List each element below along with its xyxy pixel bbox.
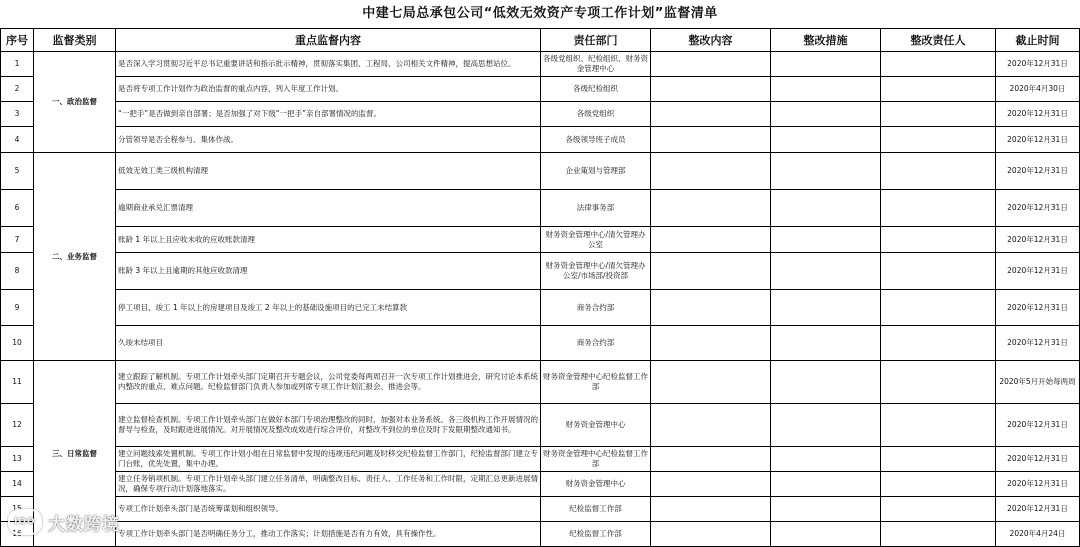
- row-rectify-measures: [771, 497, 881, 522]
- row-rectify-measures: [771, 77, 881, 102]
- category-political: 一、政治监督: [34, 52, 116, 153]
- row-content: 是否将专项工作计划作为政治监督的重点内容，列入年度工作计划。: [116, 77, 541, 102]
- row-content: 建立监督检查机制。专项工作计划牵头部门在做好本部门专项治理整改的同时，加强对本业务系统、各三级机构工作开展情况的督导与检查，及时跟进进展情况。对开展情况及整改成效进行综合评价，对整改不到位的单位及时下发限期整改通知书。: [116, 404, 541, 447]
- table-row: [1, 190, 1080, 227]
- row-deadline: 2020年4月30日: [996, 77, 1080, 102]
- row-content: 建立问题线索处置机制。专项工作计划小组在日常监督中发现的违规违纪问题及时移交纪检监督工作部门，纪检监督部门建立专门台账，优先处置，集中办理。: [116, 447, 541, 472]
- table-row: [1, 404, 1080, 447]
- row-deadline: 2020年12月31日: [996, 52, 1080, 77]
- row-dept: 商务合约部: [541, 326, 651, 361]
- header-seq: 序号: [1, 29, 34, 52]
- row-rectify-measures: [771, 153, 881, 190]
- row-rectify-content: [651, 77, 771, 102]
- row-rectify-content: [651, 497, 771, 522]
- row-content: 账龄 3 年以上且逾期的其他应收款清理: [116, 253, 541, 290]
- row-content: 建立跟踪了解机制。专项工作计划牵头部门定期召开专题会议，公司党委每两周召开一次专项工作计划推进会，研究讨论本系统内整改的重点、难点问题。纪检监督部门负责人参加或列席专项工作计划汇报会、推进会等。: [116, 361, 541, 404]
- row-deadline: 2020年4月24日: [996, 522, 1080, 547]
- row-rectify-content: [651, 447, 771, 472]
- watermark: [8, 507, 120, 537]
- row-seq: 14: [1, 472, 34, 497]
- row-dept: 各级党组织: [541, 102, 651, 127]
- row-dept: 法律事务部: [541, 190, 651, 227]
- table-row: [1, 326, 1080, 361]
- supervision-table: [0, 28, 1080, 547]
- row-seq: 15: [1, 497, 34, 522]
- row-deadline: 2020年12月31日: [996, 102, 1080, 127]
- row-content: 低效无效工类三级机构清理: [116, 153, 541, 190]
- header-row: [1, 29, 1080, 52]
- row-rectify-person: [881, 290, 996, 326]
- row-deadline: 2020年5月开始每两周: [996, 361, 1080, 404]
- row-seq: 9: [1, 290, 34, 326]
- row-rectify-measures: [771, 326, 881, 361]
- category-daily: 三、日常监督: [34, 361, 116, 547]
- row-rectify-measures: [771, 190, 881, 227]
- row-rectify-measures: [771, 227, 881, 253]
- row-rectify-content: [651, 326, 771, 361]
- table-row: [1, 472, 1080, 497]
- row-rectify-person: [881, 227, 996, 253]
- table-row: [1, 227, 1080, 253]
- row-rectify-person: [881, 153, 996, 190]
- row-dept: 财务资金管理中心/清欠管理办公室/市场部/投资部: [541, 253, 651, 290]
- row-content: 停工项目、竣工 1 年以上的房建项目及竣工 2 年以上的基础设施项目的已完工未结算款: [116, 290, 541, 326]
- watermark-text: 大数跨境: [48, 514, 120, 535]
- row-rectify-person: [881, 472, 996, 497]
- row-dept: 各级党组织、纪检组织、财务资金管理中心: [541, 52, 651, 77]
- row-rectify-person: [881, 127, 996, 153]
- row-rectify-content: [651, 153, 771, 190]
- header-deadline: 截止时间: [996, 29, 1080, 52]
- table-row: [1, 290, 1080, 326]
- header-content: 重点监督内容: [116, 29, 541, 52]
- row-content: 逾期商业承兑汇票清理: [116, 190, 541, 227]
- row-rectify-measures: [771, 290, 881, 326]
- page-title: 中建七局总承包公司“低效无效资产专项工作计划”监督清单: [362, 6, 718, 21]
- row-dept: 纪检监督工作部: [541, 497, 651, 522]
- header-rectify-measures: 整改措施: [771, 29, 881, 52]
- row-rectify-person: [881, 77, 996, 102]
- header-category: 监督类别: [34, 29, 116, 52]
- header-rectify-person: 整改责任人: [881, 29, 996, 52]
- row-content: 建立任务销项机制。专项工作计划牵头部门建立任务清单，明确整改目标、责任人、工作任务和工作时限，定期汇总更新进展情况，确保专项行动计划落地落实。: [116, 472, 541, 497]
- row-rectify-content: [651, 190, 771, 227]
- row-content: 专项工作计划牵头部门是否统筹谋划和组织领导。: [116, 497, 541, 522]
- table-row: [1, 361, 1080, 404]
- row-seq: 5: [1, 153, 34, 190]
- row-content: 分管领导是否全程参与、集体作战。: [116, 127, 541, 153]
- row-dept: 企业策划与管理部: [541, 153, 651, 190]
- row-deadline: 2020年12月31日: [996, 153, 1080, 190]
- row-dept: 财务资金管理中心: [541, 404, 651, 447]
- table-row: [1, 127, 1080, 153]
- row-rectify-person: [881, 190, 996, 227]
- row-rectify-content: [651, 52, 771, 77]
- row-rectify-measures: [771, 404, 881, 447]
- row-seq: 16: [1, 522, 34, 547]
- row-rectify-measures: [771, 102, 881, 127]
- header-dept: 责任部门: [541, 29, 651, 52]
- row-rectify-person: [881, 404, 996, 447]
- row-deadline: 2020年12月31日: [996, 472, 1080, 497]
- row-seq: 4: [1, 127, 34, 153]
- row-dept: 各级纪检组织: [541, 77, 651, 102]
- row-dept: 商务合约部: [541, 290, 651, 326]
- row-rectify-person: [881, 447, 996, 472]
- row-dept: 纪检监督工作部: [541, 522, 651, 547]
- row-rectify-measures: [771, 522, 881, 547]
- row-seq: 12: [1, 404, 34, 447]
- row-dept: 财务资金管理中心纪检监督工作部: [541, 361, 651, 404]
- row-rectify-content: [651, 253, 771, 290]
- row-dept: 财务资金管理中心纪检监督工作部: [541, 447, 651, 472]
- table-row: [1, 522, 1080, 547]
- row-rectify-person: [881, 102, 996, 127]
- table-row: [1, 153, 1080, 190]
- row-seq: 13: [1, 447, 34, 472]
- row-dept: 各级领导班子成员: [541, 127, 651, 153]
- row-seq: 3: [1, 102, 34, 127]
- row-rectify-content: [651, 290, 771, 326]
- row-rectify-person: [881, 522, 996, 547]
- row-rectify-measures: [771, 127, 881, 153]
- row-rectify-content: [651, 472, 771, 497]
- row-rectify-content: [651, 227, 771, 253]
- row-seq: 7: [1, 227, 34, 253]
- row-deadline: 2020年12月31日: [996, 190, 1080, 227]
- row-deadline: 2020年12月31日: [996, 253, 1080, 290]
- row-rectify-measures: [771, 447, 881, 472]
- row-rectify-person: [881, 361, 996, 404]
- row-seq: 8: [1, 253, 34, 290]
- row-dept: 财务资金管理中心: [541, 472, 651, 497]
- table-row: [1, 497, 1080, 522]
- row-rectify-content: [651, 127, 771, 153]
- row-rectify-person: [881, 497, 996, 522]
- row-rectify-person: [881, 253, 996, 290]
- row-deadline: 2020年12月31日: [996, 290, 1080, 326]
- row-content: 是否深入学习贯彻习近平总书记重要讲话和指示批示精神，贯彻落实集团、工程局、公司相关文件精神，提高思想站位。: [116, 52, 541, 77]
- category-business: 二、业务监督: [34, 153, 116, 361]
- row-content: 久竣未结项目: [116, 326, 541, 361]
- table-row: [1, 253, 1080, 290]
- table-row: [1, 77, 1080, 102]
- row-deadline: 2020年12月31日: [996, 326, 1080, 361]
- row-content: “一把手”是否做到亲自部署；是否加强了对下级“一把手”亲自部署情况的监督。: [116, 102, 541, 127]
- row-seq: 11: [1, 361, 34, 404]
- row-deadline: 2020年12月31日: [996, 447, 1080, 472]
- row-seq: 2: [1, 77, 34, 102]
- row-rectify-content: [651, 404, 771, 447]
- row-rectify-content: [651, 522, 771, 547]
- row-rectify-person: [881, 326, 996, 361]
- row-rectify-measures: [771, 361, 881, 404]
- row-rectify-content: [651, 361, 771, 404]
- row-dept: 财务资金管理中心/清欠管理办公室: [541, 227, 651, 253]
- row-seq: 10: [1, 326, 34, 361]
- row-rectify-content: [651, 102, 771, 127]
- header-rectify-content: 整改内容: [651, 29, 771, 52]
- table-row: [1, 52, 1080, 77]
- row-deadline: 2020年12月31日: [996, 127, 1080, 153]
- row-rectify-person: [881, 52, 996, 77]
- table-row: [1, 102, 1080, 127]
- row-seq: 1: [1, 52, 34, 77]
- row-rectify-measures: [771, 52, 881, 77]
- row-deadline: 2020年12月31日: [996, 497, 1080, 522]
- watermark-logo-icon: lOO: [8, 509, 42, 535]
- row-content: 账龄 1 年以上且应收未收的应收账款清理: [116, 227, 541, 253]
- table-row: [1, 447, 1080, 472]
- row-deadline: 2020年12月31日: [996, 227, 1080, 253]
- row-rectify-measures: [771, 253, 881, 290]
- row-seq: 6: [1, 190, 34, 227]
- row-content: 专项工作计划牵头部门是否明确任务分工，推动工作落实；计划措施是否有力有效，具有操作性。: [116, 522, 541, 547]
- row-deadline: 2020年12月31日: [996, 404, 1080, 447]
- row-rectify-measures: [771, 472, 881, 497]
